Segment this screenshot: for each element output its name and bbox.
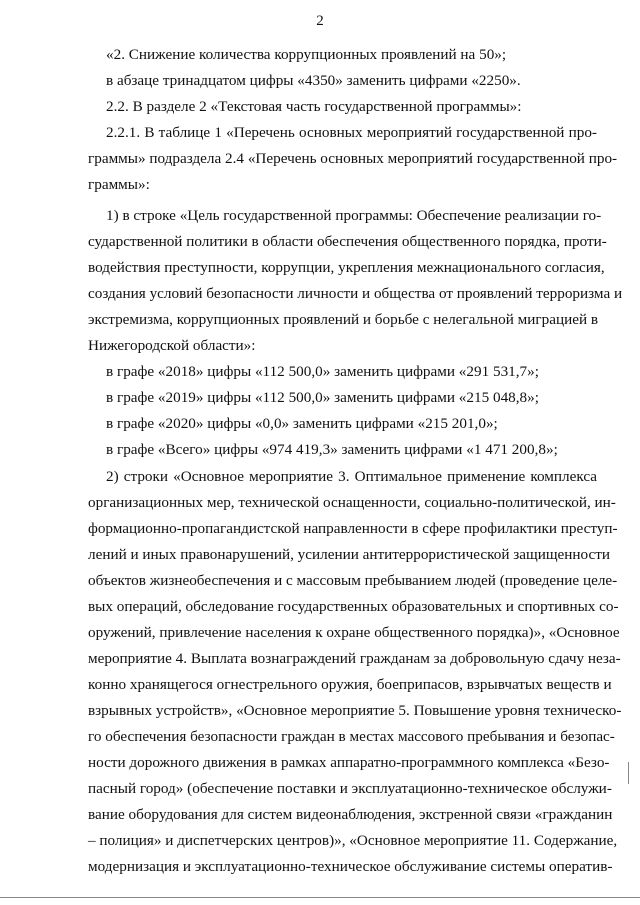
- text-line: лений и иных правонарушений, усилении антитеррористической защищенности: [88, 546, 611, 563]
- page-number: 2: [316, 13, 324, 29]
- text-line: ности дорожного движения в рамках аппаратно-программного комплекса «Безо-: [88, 754, 610, 771]
- text-line: го обеспечения безопасности граждан в местах массового пребывания и безопас-: [88, 728, 615, 745]
- text-line: оружений, привлечение населения к охране общественного порядка)», «Основное: [88, 624, 620, 641]
- text-line: в графе «2019» цифры «112 500,0» заменить цифрами «215 048,8»;: [106, 389, 539, 406]
- text-line: пасный город» (обеспечение поставки и эксплуатационно-техническое обслужи-: [88, 780, 612, 797]
- text-line: в графе «2018» цифры «112 500,0» заменить цифрами «291 531,7»;: [106, 363, 539, 380]
- text-line: 2.2.1. В таблице 1 «Перечень основных мероприятий государственной про-: [106, 124, 597, 141]
- text-line: «2. Снижение количества коррупционных проявлений на 50»;: [106, 46, 507, 63]
- text-line: создания условий безопасности личности и общества от проявлений терроризма и: [88, 285, 623, 302]
- margin-mark: [628, 762, 629, 784]
- text-line: мероприятие 4. Выплата вознаграждений гражданам за добровольную сдачу неза-: [88, 650, 621, 667]
- text-line: в графе «Всего» цифры «974 419,3» заменить цифрами «1 471 200,8»;: [106, 441, 558, 458]
- text-line: в графе «2020» цифры «0,0» заменить цифрами «215 201,0»;: [106, 415, 498, 432]
- text-line: конно хранящегося огнестрельного оружия, боеприпасов, взрывчатых веществ и: [88, 676, 612, 693]
- scan-edge-line: [0, 897, 640, 898]
- text-line: объектов жизнеобеспечения и с массовым пребыванием людей (проведение целе-: [88, 572, 618, 589]
- text-line: в абзаце тринадцатом цифры «4350» заменить цифрами «2250».: [106, 72, 521, 89]
- text-line: – полиция» и диспетчерских центров)», «Основное мероприятие 11. Содержание,: [88, 832, 618, 849]
- text-line: 1) в строке «Цель государственной программы: Обеспечение реализации го-: [106, 207, 602, 224]
- text-line: организационных мер, технической оснащенности, социально-политической, ин-: [88, 494, 616, 511]
- text-line: 2.2. В разделе 2 «Текстовая часть государственной программы»:: [106, 98, 522, 115]
- text-line: 2) строки «Основное мероприятие 3. Оптимальное применение комплекса: [106, 468, 597, 485]
- text-line: модернизация и эксплуатационно-техническое обслуживание системы оператив-: [88, 858, 613, 875]
- text-line: формационно-пропагандистской направленности в сфере профилактики преступ-: [88, 520, 618, 537]
- text-line: Нижегородской области»:: [88, 337, 256, 354]
- text-line: граммы» подраздела 2.4 «Перечень основных мероприятий государственной про-: [88, 150, 618, 167]
- text-line: водействия преступности, коррупции, укрепления межнационального согласия,: [88, 259, 605, 276]
- text-line: граммы»:: [88, 176, 150, 193]
- text-line: экстремизма, коррупционных проявлений и борьбе с нелегальной миграцией в: [88, 311, 599, 328]
- text-line: вых операций, обследование государственных образовательных и спортивных со-: [88, 598, 619, 615]
- text-line: вание оборудования для систем видеонаблюдения, экстренной связи «гражданин: [88, 806, 613, 823]
- text-line: взрывных устройств», «Основное мероприятие 5. Повышение уровня техническо-: [88, 702, 622, 719]
- text-line: сударственной политики в области обеспечения общественного порядка, проти-: [88, 233, 607, 250]
